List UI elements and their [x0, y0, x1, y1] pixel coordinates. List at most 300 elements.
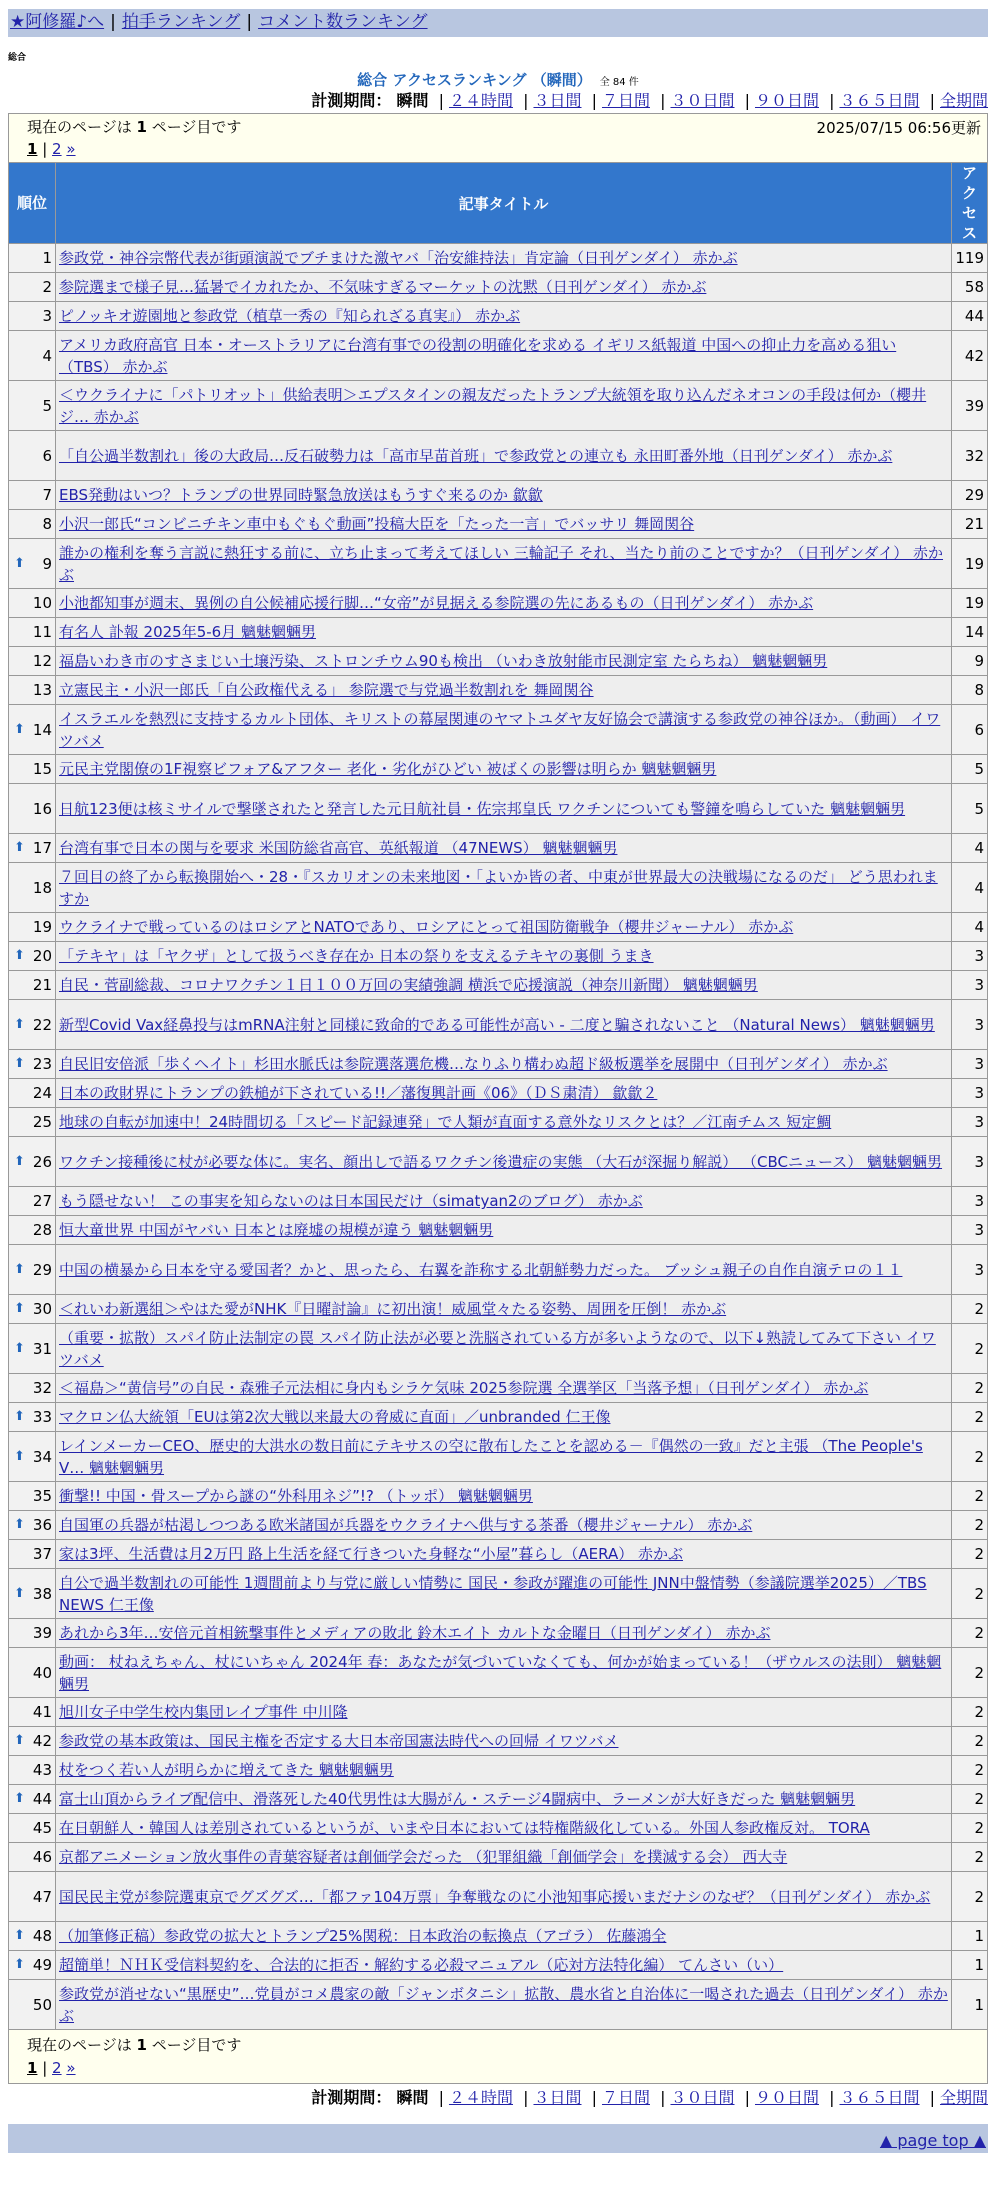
period-link-all[interactable]: 全期間: [939, 2088, 988, 2107]
table-row: [9, 618, 988, 647]
title-cell: [56, 676, 952, 705]
table-row: [9, 784, 988, 834]
access-count-cell: 9: [952, 647, 988, 676]
nav-separator: |: [246, 12, 253, 32]
up-arrow-icon: ⬆: [14, 1301, 25, 1316]
rank-number: 43: [32, 1761, 52, 1779]
table-header-row: [9, 163, 988, 244]
up-arrow-icon: ⬆: [14, 1340, 25, 1356]
table-row: [9, 1079, 988, 1108]
rank-cell: [9, 539, 56, 589]
period-label: 計測期間：: [311, 2088, 392, 2107]
rank-cell: [9, 273, 56, 302]
rank-number: 22: [32, 1015, 52, 1034]
article-title-link[interactable]: 日本の政財界にトランプの鉄槌が下されている!!／藩復興計画《06》（ＤＳ粛清） 歙歙２: [59, 1084, 658, 1102]
rank-cell: [9, 589, 56, 618]
article-title-link[interactable]: ワクチン接種後に杖が必要な体に。実名、顔出しで語るワクチン後遺症の実態 （大石が深掘り解説） （CBCニュース） 魑魅魍魎男: [59, 1152, 943, 1171]
rank-number: 30: [32, 1300, 52, 1318]
table-row: [9, 1403, 988, 1432]
article-title-link[interactable]: 参政党が消せない“黒歴史”…党員がコメ農家の敵「ジャンボタニシ」拡散、農水省と自治体に一喝された過去（日刊ゲンダイ） 赤かぶ: [59, 1984, 948, 2025]
up-arrow-icon: ⬆: [14, 1448, 25, 1464]
page-top-link[interactable]: ▲ page top ▲: [879, 2131, 986, 2150]
access-count-cell: 1: [952, 1922, 988, 1951]
rank-cell: [9, 1980, 56, 2030]
pagination-next-arrow[interactable]: »: [66, 140, 76, 158]
table-row: [9, 1951, 988, 1980]
rank-number: 35: [32, 1487, 52, 1505]
title-cell: [56, 431, 952, 481]
rank-cell: [9, 676, 56, 705]
rank-number: 7: [42, 486, 52, 504]
article-title-link[interactable]: 動画： 杖ねえちゃん、杖にいちゃん 2024年 春：あなたが気づいていなくても、何かが始まっている！（ザウルスの法則） 魑魅魍魎男: [59, 1652, 942, 1693]
pagination-current: 1: [27, 2059, 38, 2077]
up-arrow-icon: ⬆: [14, 1733, 25, 1748]
nav-link-clap-ranking[interactable]: 拍手ランキング: [121, 12, 241, 32]
rank-number: 1: [42, 249, 52, 267]
rank-number: 28: [32, 1221, 52, 1239]
article-title-link[interactable]: イスラエルを熱烈に支持するカルト団体、キリストの幕屋関連のヤマトユダヤ友好協会で講演する参政党の神谷ほか。（動画） イワツバメ: [59, 709, 941, 750]
pagination-next-arrow[interactable]: »: [66, 2059, 76, 2077]
updated-timestamp: 2025/07/15 06:56更新: [816, 119, 981, 137]
article-title-link[interactable]: 小沢一郎氏“コンビニチキン車中もぐもぐ動画”投稿大臣を「たった一言」でバッサリ 舞岡関谷: [59, 515, 695, 533]
table-row: [9, 755, 988, 784]
article-title-link[interactable]: 新型Covid Vax経鼻投与はmRNA注射と同様に致命的である可能性が高い - 二度と騙されないこと （Natural News） 魑魅魍魎男: [59, 1015, 935, 1034]
access-count-cell: 2: [952, 1756, 988, 1785]
title-cell: [56, 1137, 952, 1187]
period-link-365d[interactable]: ３６５日間: [839, 2088, 920, 2107]
article-title-link[interactable]: マクロン仏大統領「EUは第2次大戦以来最大の脅威に直面」／unbranded 仁王像: [59, 1408, 611, 1426]
table-row: [9, 1324, 988, 1374]
rank-cell: [9, 784, 56, 834]
title-cell: [56, 331, 952, 381]
rank-number: 37: [32, 1545, 52, 1563]
title-cell: [56, 942, 952, 971]
period-link-24h[interactable]: ２４時間: [448, 91, 513, 110]
title-cell: [56, 481, 952, 510]
access-count-cell: 44: [952, 302, 988, 331]
title-cell: [56, 755, 952, 784]
access-count-cell: 5: [952, 755, 988, 784]
page-top-bar: [8, 2124, 988, 2153]
up-arrow-icon: ⬆: [14, 1517, 25, 1532]
rank-cell: [9, 913, 56, 942]
ranking-table: [8, 162, 988, 2030]
article-title-link[interactable]: ＜れいわ新選組＞やはた愛がNHK『日曜討論』に初出演！威風堂々たる姿勢、周囲を圧倒！ 赤かぶ: [59, 1300, 727, 1318]
article-title-link[interactable]: 誰かの権利を奪う言説に熱狂する前に、立ち止まって考えてほしい 三輪記子 それ、当たり前のことですか？（日刊ゲンダイ） 赤かぶ: [59, 543, 944, 584]
rank-cell: [9, 331, 56, 381]
article-title-link[interactable]: 台湾有事で日本の関与を要求 米国防総省高官、英紙報道 （47NEWS） 魑魅魍魎男: [59, 839, 618, 857]
table-row: [9, 1374, 988, 1403]
access-count-cell: 14: [952, 618, 988, 647]
rank-number: 49: [32, 1956, 52, 1974]
up-arrow-icon: ⬆: [14, 1261, 25, 1277]
title-cell: [56, 1245, 952, 1295]
rank-number: 4: [42, 346, 52, 365]
rank-number: 47: [32, 1887, 52, 1906]
title-cell: [56, 1843, 952, 1872]
nav-link-asyura[interactable]: ★阿修羅♪へ: [10, 12, 105, 32]
article-title-link[interactable]: ＜福島＞“黄信号”の自民・森雅子元法相に身内もシラケ気味 2025参院選 全選挙区「当落予想」（日刊ゲンダイ） 赤かぶ: [59, 1379, 869, 1397]
table-row: [9, 1511, 988, 1540]
pagination-link-2[interactable]: 2: [52, 140, 62, 158]
title-cell: [56, 1619, 952, 1648]
rank-number: 23: [32, 1055, 52, 1073]
article-title-link[interactable]: レインメーカーCEO、歴史的大洪水の数日前にテキサスの空に散布したことを認める－『偶然の一致』だと主張 （The People's V… 魑魅魍魎男: [59, 1436, 923, 1477]
page-status-box-bottom: [8, 2030, 988, 2084]
access-count-cell: 2: [952, 1727, 988, 1756]
article-title-link[interactable]: 参政党・神谷宗幣代表が街頭演説でブチまけた激ヤバ「治安維持法」肯定論（日刊ゲンダイ） 赤かぶ: [59, 249, 738, 267]
rank-number: 32: [32, 1379, 52, 1397]
table-row: [9, 1922, 988, 1951]
access-count-cell: 1: [952, 1951, 988, 1980]
rank-cell: [9, 1785, 56, 1814]
table-row: [9, 1756, 988, 1785]
article-title-link[interactable]: 小池都知事が週末、異例の自公候補応援行脚…“女帝”が見据える参院選の先にあるもの（日刊ゲンダイ） 赤かぶ: [59, 594, 814, 612]
rank-number: 18: [32, 878, 52, 897]
up-arrow-icon: ⬆: [14, 1791, 25, 1806]
ranking-title: 総合 アクセスランキング （瞬間）: [357, 71, 592, 89]
access-count-cell: 29: [952, 481, 988, 510]
article-title-link[interactable]: あれから3年…安倍元首相銃撃事件とメディアの敗北 鈴木エイト カルトな金曜日（日刊ゲンダイ） 赤かぶ: [59, 1624, 771, 1642]
rank-number: 26: [32, 1152, 52, 1171]
header-rank: 順位: [9, 163, 56, 244]
access-count-cell: 2: [952, 1814, 988, 1843]
table-row: [9, 539, 988, 589]
article-title-link[interactable]: 立憲民主・小沢一郎氏「自公政権代える」 参院選で与党過半数割れを 舞岡関谷: [59, 681, 594, 699]
rank-cell: [9, 244, 56, 273]
article-title-link[interactable]: （重要・拡散）スパイ防止法制定の罠 スパイ防止法が必要と洗脳されている方が多いようなので、以下↓熟読してみて下さい イワツバメ: [59, 1328, 936, 1369]
access-count-cell: 2: [952, 1295, 988, 1324]
table-row: [9, 510, 988, 539]
rank-cell: [9, 381, 56, 431]
rank-cell: [9, 1187, 56, 1216]
title-cell: [56, 1295, 952, 1324]
access-count-cell: 2: [952, 1374, 988, 1403]
access-count-cell: 2: [952, 1482, 988, 1511]
article-title-link[interactable]: 杖をつく若い人が明らかに増えてきた 魑魅魍魎男: [59, 1761, 394, 1779]
rank-cell: [9, 755, 56, 784]
access-count-cell: 58: [952, 273, 988, 302]
table-row: [9, 1619, 988, 1648]
header-title: 記事タイトル: [56, 163, 952, 244]
rank-cell: [9, 1245, 56, 1295]
title-cell: [56, 1922, 952, 1951]
table-row: [9, 381, 988, 431]
title-cell: [56, 510, 952, 539]
title-cell: [56, 1569, 952, 1619]
access-count-cell: 2: [952, 1698, 988, 1727]
table-row: [9, 1843, 988, 1872]
rank-cell: [9, 1569, 56, 1619]
title-cell: [56, 1403, 952, 1432]
title-cell: [56, 1050, 952, 1079]
table-row: [9, 971, 988, 1000]
up-arrow-icon: ⬆: [14, 721, 25, 737]
period-link-7d[interactable]: ７日間: [601, 91, 650, 110]
rank-number: 46: [32, 1848, 52, 1866]
article-title-link[interactable]: 衝撃!! 中国・骨スープから謎の“外科用ネジ”!? （トッポ） 魑魅魍魎男: [59, 1487, 533, 1505]
rank-cell: [9, 481, 56, 510]
article-title-link[interactable]: 自国軍の兵器が枯渇しつつある欧米諸国が兵器をウクライナへ供与する茶番（櫻井ジャーナル） 赤かぶ: [59, 1516, 753, 1534]
article-title-link[interactable]: ７回目の終了から転換開始へ・28・『スカリオンの未来地図・「よいか皆の者、中東が世界最大の決戦場になるのだ」 どう思われますか: [59, 867, 938, 908]
nav-separator: |: [110, 12, 116, 32]
article-title-link[interactable]: 自公で過半数割れの可能性 1週間前より与党に厳しい情勢に 国民・参政が躍進の可能性 JNN中盤情勢（参議院選挙2025）／TBS NEWS 仁王像: [59, 1573, 927, 1614]
period-link-90d[interactable]: ９０日間: [754, 91, 819, 110]
table-row: [9, 834, 988, 863]
rank-number: 38: [32, 1584, 52, 1603]
access-count-cell: 2: [952, 1619, 988, 1648]
table-row: [9, 1137, 988, 1187]
access-count-cell: 2: [952, 1540, 988, 1569]
article-title-link[interactable]: EBS発動はいつ？トランプの世界同時緊急放送はもうすぐ来るのか 歙歙: [59, 486, 543, 504]
access-count-cell: 3: [952, 971, 988, 1000]
article-title-link[interactable]: 参政党の基本政策は、国民主権を否定する大日本帝国憲法時代への回帰 イワツバメ: [59, 1732, 619, 1750]
table-row: [9, 1698, 988, 1727]
rank-number: 20: [32, 947, 52, 965]
access-count-cell: 39: [952, 381, 988, 431]
rank-cell: [9, 1137, 56, 1187]
rank-cell: [9, 971, 56, 1000]
table-row: [9, 647, 988, 676]
access-count-cell: 4: [952, 834, 988, 863]
access-count-cell: 19: [952, 589, 988, 618]
article-title-link[interactable]: もう隠せない！ この事実を知らないのは日本国民だけ（simatyan2のブログ） 赤かぶ: [59, 1192, 643, 1210]
rank-number: 45: [32, 1819, 52, 1837]
table-row: [9, 273, 988, 302]
article-title-link[interactable]: 中国の横暴から日本を守る愛国者？かと、思ったら、右翼を詐称する北朝鮮勢力だった。 ブッシュ親子の自作自演テロの１１: [59, 1260, 903, 1279]
rank-cell: [9, 647, 56, 676]
rank-cell: [9, 302, 56, 331]
table-row: [9, 302, 988, 331]
table-row: [9, 481, 988, 510]
access-count-cell: 119: [952, 244, 988, 273]
nav-link-comment-ranking[interactable]: コメント数ランキング: [258, 12, 428, 32]
access-count-cell: 4: [952, 913, 988, 942]
article-title-link[interactable]: アメリカ政府高官 日本・オーストラリアに台湾有事での役割の明確化を求める イギリス紙報道 中国への抑止力を高める狙い（TBS） 赤かぶ: [59, 335, 897, 376]
table-row: [9, 1727, 988, 1756]
rank-cell: [9, 1079, 56, 1108]
title-cell: [56, 647, 952, 676]
access-count-cell: 42: [952, 331, 988, 381]
period-link-365d[interactable]: ３６５日間: [839, 91, 920, 110]
table-row: [9, 676, 988, 705]
rank-cell: [9, 1295, 56, 1324]
access-count-cell: 3: [952, 1000, 988, 1050]
table-row: [9, 331, 988, 381]
rank-cell: [9, 1951, 56, 1980]
up-arrow-icon: ⬆: [14, 840, 25, 855]
table-row: [9, 942, 988, 971]
rank-cell: [9, 1050, 56, 1079]
rank-number: 33: [32, 1408, 52, 1426]
rank-cell: [9, 1698, 56, 1727]
article-title-link[interactable]: 元民主党閣僚の1F視察ビフォア&アフター 老化・劣化がひどい 被ばくの影響は明らか 魑魅魍魎男: [59, 760, 717, 778]
table-row: [9, 1872, 988, 1922]
rank-cell: [9, 1814, 56, 1843]
title-cell: [56, 1540, 952, 1569]
rank-cell: [9, 431, 56, 481]
rank-cell: [9, 1619, 56, 1648]
table-row: [9, 1569, 988, 1619]
rank-cell: [9, 1000, 56, 1050]
table-row: [9, 1540, 988, 1569]
article-title-link[interactable]: 自民旧安倍派「歩くヘイト」杉田水脈氏は参院選落選危機…なりふり構わぬ超ド級板選挙を展開中（日刊ゲンダイ） 赤かぶ: [59, 1055, 888, 1073]
title-cell: [56, 1511, 952, 1540]
access-count-cell: 3: [952, 1050, 988, 1079]
pagination-bottom: 1 | 2 »: [27, 2059, 76, 2077]
table-row: [9, 431, 988, 481]
table-row: [9, 1187, 988, 1216]
page-status-number: 1: [136, 118, 147, 136]
access-count-cell: 3: [952, 1187, 988, 1216]
rank-number: 19: [32, 918, 52, 936]
rank-number: 41: [32, 1703, 52, 1721]
title-cell: [56, 1482, 952, 1511]
rank-number: 12: [32, 652, 52, 670]
article-title-link[interactable]: ウクライナで戦っているのはロシアとNATOであり、ロシアにとって祖国防衛戦争（櫻井ジャーナル） 赤かぶ: [59, 918, 794, 936]
period-link-90d[interactable]: ９０日間: [754, 2088, 819, 2107]
access-count-cell: 6: [952, 705, 988, 755]
rank-cell: [9, 834, 56, 863]
period-link-24h[interactable]: ２４時間: [448, 2088, 513, 2107]
title-cell: [56, 1698, 952, 1727]
period-link-3d[interactable]: ３日間: [533, 2088, 582, 2107]
title-cell: [56, 1079, 952, 1108]
article-title-link[interactable]: 国民民主党が参院選東京でグズグズ…「都ファ104万票」争奪戦なのに小池知事応援いまだナシのなぜ？（日刊ゲンダイ） 赤かぶ: [59, 1887, 931, 1906]
period-link-3d[interactable]: ３日間: [533, 91, 582, 110]
rank-number: 27: [32, 1192, 52, 1210]
title-cell: [56, 834, 952, 863]
article-title-link[interactable]: 有名人 訃報 2025年5-6月 魑魅魍魎男: [59, 623, 316, 641]
rank-cell: [9, 1648, 56, 1698]
title-cell: [56, 1814, 952, 1843]
rank-cell: [9, 1482, 56, 1511]
up-arrow-icon: ⬆: [14, 1409, 25, 1424]
access-count-cell: 2: [952, 1432, 988, 1482]
period-current: 瞬間: [396, 2088, 429, 2107]
article-title-link[interactable]: 超簡単！ＮＨＫ受信料契約を、合法的に拒否・解約する必殺マニュアル（応対方法特化編） てんさい（い）: [59, 1956, 784, 1974]
title-cell: [56, 381, 952, 431]
access-count-cell: 2: [952, 1324, 988, 1374]
access-count-cell: 2: [952, 1511, 988, 1540]
article-title-link[interactable]: 恒大童世界 中国がヤバい 日本とは廃墟の規模が違う 魑魅魍魎男: [59, 1221, 494, 1239]
rank-number: 16: [32, 799, 52, 818]
rank-number: 50: [32, 1995, 52, 2014]
rank-cell: [9, 1872, 56, 1922]
article-title-link[interactable]: 富士山頂からライブ配信中、滑落死した40代男性は大腸がん・ステージ4闘病中、ラーメンが大好きだった 魑魅魍魎男: [59, 1790, 856, 1808]
title-cell: [56, 1980, 952, 2030]
period-link-30d[interactable]: ３０日間: [670, 2088, 735, 2107]
rank-cell: [9, 1540, 56, 1569]
title-cell: [56, 1785, 952, 1814]
article-title-link[interactable]: 旭川女子中学生校内集団レイプ事件 中川隆: [59, 1703, 348, 1721]
title-cell: [56, 273, 952, 302]
ranking-heading: [8, 69, 988, 89]
title-cell: [56, 1000, 952, 1050]
rank-cell: [9, 1108, 56, 1137]
rank-cell: [9, 1216, 56, 1245]
period-link-all[interactable]: 全期間: [939, 91, 988, 110]
article-title-link[interactable]: 自民・菅副総裁、コロナワクチン１日１００万回の実績強調 横浜で応援演説（神奈川新聞） 魑魅魍魎男: [59, 976, 758, 994]
article-title-link[interactable]: 参院選まで様子見…猛暑でイカれたか、不気味すぎるマーケットの沈黙（日刊ゲンダイ） 赤かぶ: [59, 278, 707, 296]
title-cell: [56, 1432, 952, 1482]
page-status-prefix: 現在のページは: [27, 118, 132, 136]
access-count-cell: 2: [952, 1648, 988, 1698]
pagination-current: 1: [27, 140, 38, 158]
rank-number: 44: [32, 1790, 52, 1808]
rank-cell: [9, 1922, 56, 1951]
access-count-cell: 2: [952, 1785, 988, 1814]
access-count-cell: 2: [952, 1843, 988, 1872]
access-count-cell: 19: [952, 539, 988, 589]
period-link-7d[interactable]: ７日間: [601, 2088, 650, 2107]
article-title-link[interactable]: 京都アニメーション放火事件の青葉容疑者は創価学会だった （犯罪組織「創価学会」を撲滅する会） 西大寺: [59, 1848, 788, 1866]
title-cell: [56, 1187, 952, 1216]
article-title-link[interactable]: ピノッキオ遊園地と参政党（植草一秀の『知られざる真実』） 赤かぶ: [59, 307, 521, 325]
access-count-cell: 3: [952, 1216, 988, 1245]
period-selector-bottom: 計測期間： 瞬間 | ２４時間 | ３日間 | ７日間 | ３０日間 | ９０日間 | ３６５日間 | 全期間: [311, 2088, 988, 2107]
rank-number: 42: [32, 1732, 52, 1750]
category-label: 総合: [8, 53, 27, 63]
ranking-count: 全 84 件: [599, 77, 639, 88]
rank-cell: [9, 1511, 56, 1540]
article-title-link[interactable]: （加筆修正稿）参政党の拡大とトランプ25%関税：日本政治の転換点（アゴラ） 佐藤鴻全: [59, 1927, 667, 1945]
article-title-link[interactable]: ＜ウクライナに「パトリオット」供給表明＞エプスタインの親友だったトランプ大統領を取り込んだネオコンの手段は何か（櫻井ジ… 赤かぶ: [59, 385, 927, 426]
title-cell: [56, 1324, 952, 1374]
rank-cell: [9, 1324, 56, 1374]
rank-cell: [9, 1403, 56, 1432]
rank-cell: [9, 1843, 56, 1872]
period-selector: 計測期間： 瞬間 | ２４時間 | ３日間 | ７日間 | ３０日間 | ９０日間 | ３６５日間 | 全期間: [311, 91, 988, 110]
table-row: [9, 1482, 988, 1511]
up-arrow-icon: ⬆: [14, 1056, 25, 1071]
table-row: [9, 1648, 988, 1698]
article-title-link[interactable]: 在日朝鮮人・韓国人は差別されているというが、いまや日本においては特権階級化している。外国人参政権反対。 TORA: [59, 1819, 870, 1837]
access-count-cell: 3: [952, 1108, 988, 1137]
rank-number: 10: [32, 594, 52, 612]
access-count-cell: 2: [952, 1569, 988, 1619]
article-title-link[interactable]: 日航123便は核ミサイルで撃墜されたと発言した元日航社員・佐宗邦皇氏 ワクチンについても警鐘を鳴らしていた 魑魅魍魎男: [59, 799, 906, 818]
title-cell: [56, 971, 952, 1000]
rank-number: 29: [32, 1260, 52, 1279]
title-cell: [56, 1756, 952, 1785]
rank-cell: [9, 1432, 56, 1482]
title-cell: [56, 1108, 952, 1137]
period-link-30d[interactable]: ３０日間: [670, 91, 735, 110]
title-cell: [56, 1374, 952, 1403]
access-count-cell: 3: [952, 1245, 988, 1295]
article-title-link[interactable]: 地球の自転が加速中！24時間切る「スピード記録連発」で人類が直面する意外なリスクとは？／江南チムス 短定鯛: [59, 1113, 832, 1131]
title-cell: [56, 784, 952, 834]
pagination-link-2[interactable]: 2: [52, 2059, 62, 2077]
title-cell: [56, 539, 952, 589]
access-count-cell: 3: [952, 942, 988, 971]
title-cell: [56, 1216, 952, 1245]
access-count-cell: 4: [952, 863, 988, 913]
rank-number: 6: [42, 446, 52, 465]
access-count-cell: 32: [952, 431, 988, 481]
table-row: [9, 1050, 988, 1079]
rank-cell: [9, 705, 56, 755]
article-title-link[interactable]: 「テキヤ」は「ヤクザ」として扱うべき存在か 日本の祭りを支えるテキヤの裏側 うまき: [59, 947, 654, 965]
article-title-link[interactable]: 福島いわき市のすさまじい土壌汚染、ストロンチウム90も検出 （いわき放射能市民測定室 たらちね） 魑魅魍魎男: [59, 652, 828, 670]
page-status-suffix: ページ目です: [151, 2036, 242, 2054]
table-row: [9, 589, 988, 618]
rank-number: 24: [32, 1084, 52, 1102]
article-title-link[interactable]: 家は3坪、生活費は月2万円 路上生活を経て行きついた身軽な“小屋”暮らし（AERA） 赤かぶ: [59, 1545, 683, 1563]
article-title-link[interactable]: 「自公過半数割れ」後の大政局…反石破勢力は「高市早苗首班」で参政党との連立も 永田町番外地（日刊ゲンダイ） 赤かぶ: [59, 446, 893, 465]
title-cell: [56, 1951, 952, 1980]
